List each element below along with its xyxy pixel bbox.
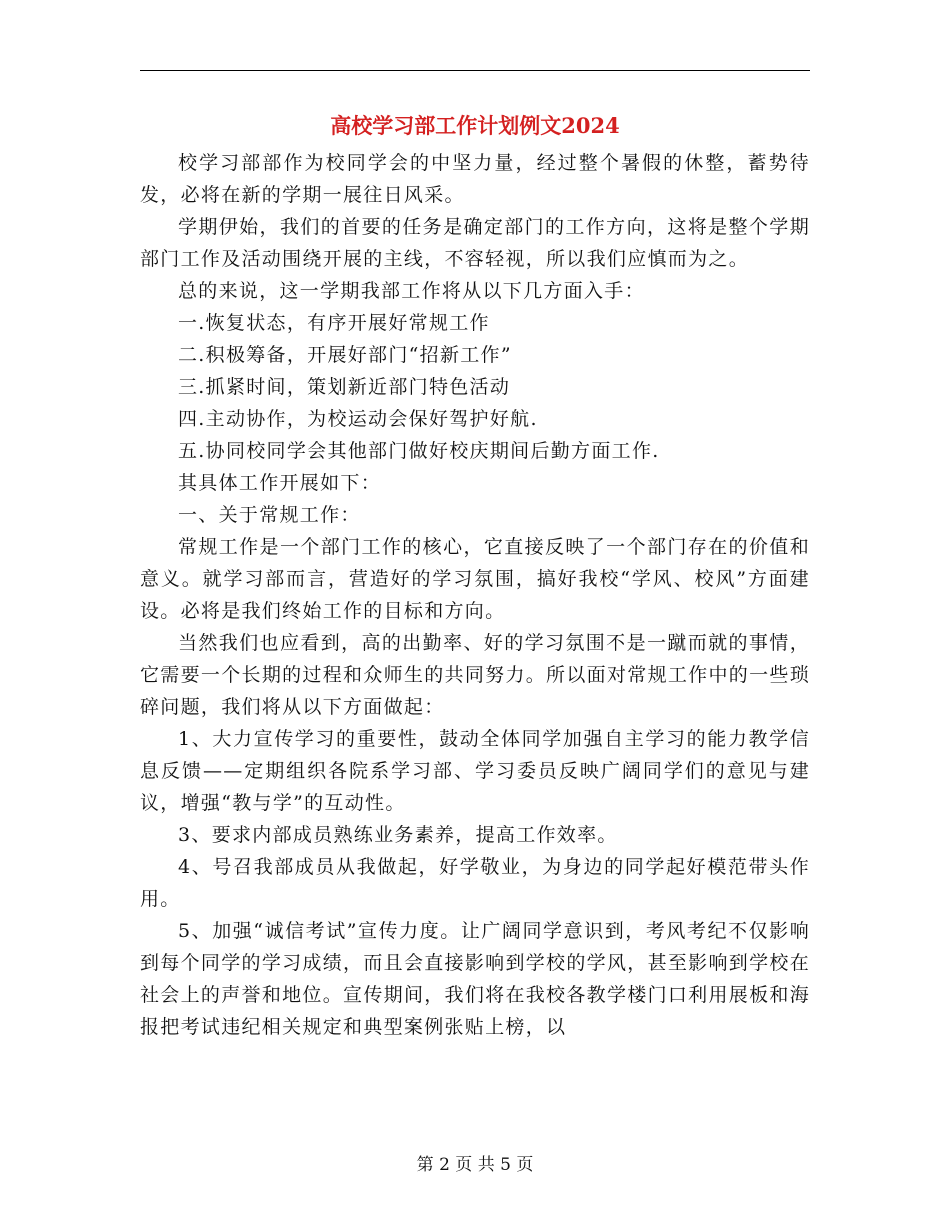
page-footer: 第 2 页 共 5 页 — [416, 1155, 534, 1175]
document-body — [140, 147, 810, 1043]
list-item: 四.主动协作，为校运动会保好驾护好航. — [178, 408, 538, 430]
paragraph: 当然我们也应看到，高的出勤率、好的学习氛围不是一蹴而就的事情，它需要一个长期的过程和众师生的共同努力。所以面对常规工作中的一些琐碎问题，我们将从以下方面做起： — [140, 632, 810, 718]
paragraph: 学期伊始，我们的首要的任务是确定部门的工作方向，这将是整个学期部门工作及活动围绕开展的主线，不容轻视，所以我们应慎而为之。 — [140, 216, 810, 270]
document-title: 高校学习部工作计划例文2024 — [330, 113, 620, 138]
paragraph: 3、要求内部成员熟练业务素养，提高工作效率。 — [178, 824, 618, 846]
paragraph: 其具体工作开展如下： — [178, 472, 382, 494]
list-item: 二.积极筹备，开展好部门“招新工作” — [178, 344, 512, 366]
paragraph: 校学习部部作为校同学会的中坚力量，经过整个暑假的休整，蓄势待发，必将在新的学期一展往日风采。 — [140, 152, 810, 206]
header-rule — [140, 70, 810, 71]
list-item: 三.抓紧时间，策划新近部门特色活动 — [178, 376, 511, 398]
section-heading: 一、关于常规工作： — [178, 504, 361, 526]
list-item: 五.协同校同学会其他部门做好校庆期间后勤方面工作. — [178, 440, 660, 462]
list-item: 一.恢复状态，有序开展好常规工作 — [178, 312, 490, 334]
paragraph: 5、加强“诚信考试”宣传力度。让广阔同学意识到，考风考纪不仅影响到每个同学的学习成绩，而且会直接影响到学校的学风，甚至影响到学校在社会上的声誉和地位。宣传期间，我们将在我校各教学楼门口利用展板和海报把考试违纪相关规定和典型案例张贴上榜，以 — [140, 920, 810, 1038]
paragraph: 总的来说，这一学期我部工作将从以下几方面入手： — [178, 280, 645, 302]
paragraph: 1、大力宣传学习的重要性，鼓动全体同学加强自主学习的能力教学信息反馈——定期组织各院系学习部、学习委员反映广阔同学们的意见与建议，增强“教与学”的互动性。 — [140, 728, 810, 814]
paragraph: 常规工作是一个部门工作的核心，它直接反映了一个部门存在的价值和意义。就学习部而言，营造好的学习氛围，搞好我校“学风、校风”方面建设。必将是我们终始工作的目标和方向。 — [140, 536, 810, 622]
paragraph: 4、号召我部成员从我做起，好学敬业，为身边的同学起好模范带头作用。 — [140, 856, 810, 910]
